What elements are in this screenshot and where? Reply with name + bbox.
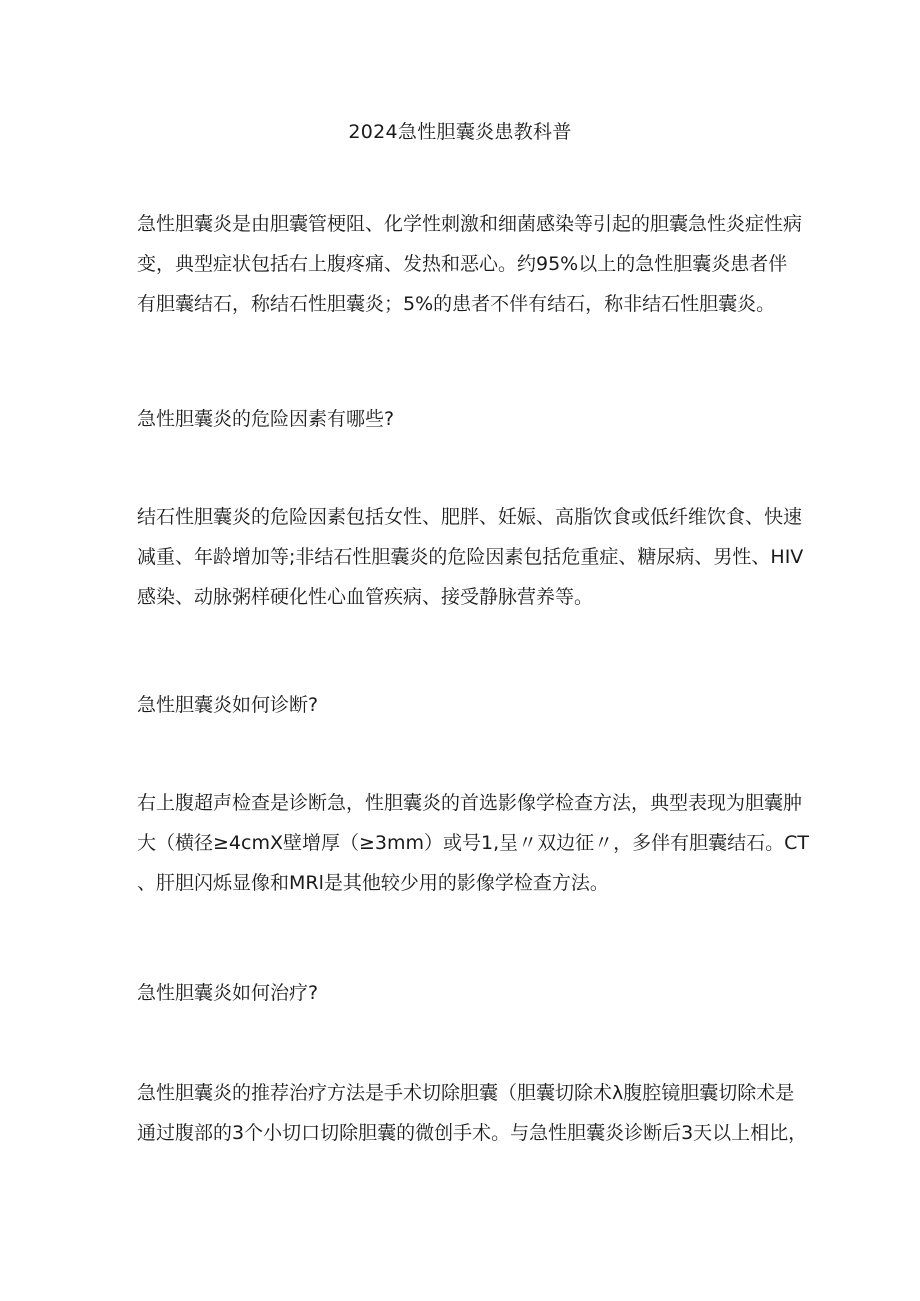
- paragraph-line: 有胆囊结石，称结石性胆囊炎；5%的患者不伴有结石，称非结石性胆囊炎。: [137, 293, 776, 315]
- section-heading-risk-factors: 急性胆囊炎的危险因素有哪些?: [137, 408, 395, 430]
- intro-paragraph: [137, 204, 803, 324]
- paragraph-line: 大（横径≥4cmX壁增厚（≥3mm）或号1,呈〃双边征〃，多伴有胆囊结石。CT: [137, 832, 810, 854]
- paragraph-line: 感染、动脉粥样硬化性心血管疾病、接受静脉营养等。: [137, 586, 594, 608]
- paragraph-line: 减重、年龄增加等;非结石性胆囊炎的危险因素包括危重症、糖尿病、男性、HIV: [137, 546, 804, 568]
- section-heading-diagnosis: 急性胆囊炎如何诊断?: [137, 694, 319, 716]
- paragraph-line: 、肝胆闪烁显像和MRl是其他较少用的影像学检查方法。: [137, 872, 609, 894]
- risk-factors-paragraph: [137, 497, 804, 617]
- diagnosis-paragraph: [137, 783, 810, 903]
- paragraph-line: 右上腹超声检查是诊断急，性胆囊炎的首选影像学检查方法，典型表现为胆囊肿: [137, 792, 803, 814]
- document-title: 2024急性胆囊炎患教科普: [348, 121, 572, 143]
- treatment-paragraph: [137, 1073, 808, 1153]
- paragraph-line: 通过腹部的3个小切口切除胆囊的微创手术。与急性胆囊炎诊断后3天以上相比，: [137, 1122, 808, 1144]
- paragraph-line: 变，典型症状包括右上腹疼痛、发热和恶心。约95%以上的急性胆囊炎患者伴: [137, 253, 788, 275]
- section-heading-treatment: 急性胆囊炎如何治疗?: [137, 982, 319, 1004]
- paragraph-line: 急性胆囊炎是由胆囊管梗阻、化学性刺激和细菌感染等引起的胆囊急性炎症性病: [137, 213, 803, 235]
- paragraph-line: 结石性胆囊炎的危险因素包括女性、肥胖、妊娠、高脂饮食或低纤维饮食、快速: [137, 506, 803, 528]
- paragraph-line: 急性胆囊炎的推荐治疗方法是手术切除胆囊（胆囊切除术λ腹腔镜胆囊切除术是: [137, 1082, 795, 1104]
